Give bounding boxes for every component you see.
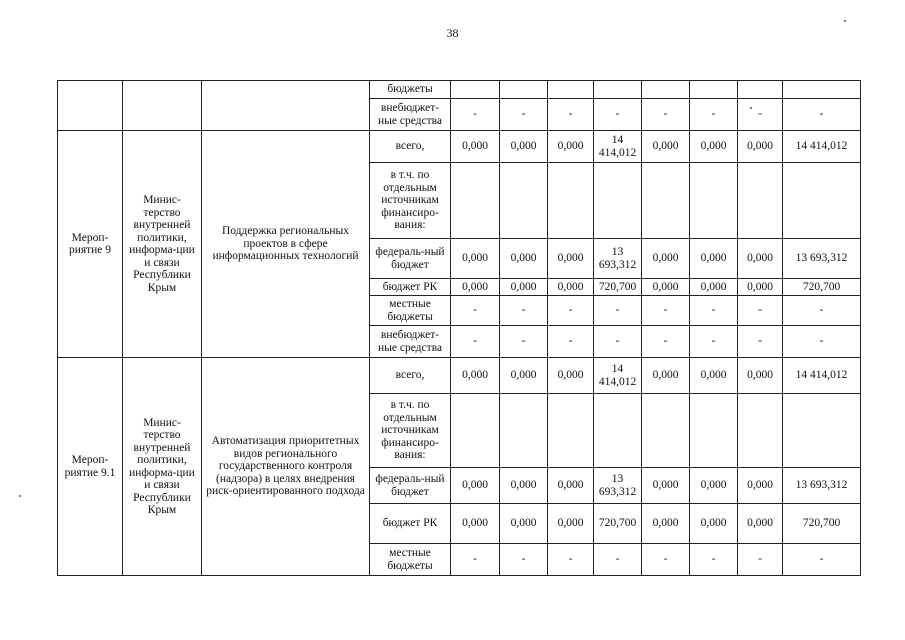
value-cell	[548, 163, 594, 239]
value-cell: 0,000	[451, 131, 500, 163]
value-cell	[451, 81, 500, 99]
value-cell	[783, 163, 861, 239]
source-cell: внебюджет-ные средства	[370, 326, 451, 358]
value-cell: 0,000	[690, 239, 738, 279]
value-cell	[738, 81, 783, 99]
value-cell: 0,000	[690, 358, 738, 394]
value-cell: 0,000	[548, 468, 594, 504]
source-cell: в т.ч. по отдельным источникам финансиро-вания:	[370, 163, 451, 239]
value-cell: -	[642, 544, 690, 576]
value-cell: -	[594, 326, 642, 358]
value-cell: 0,000	[690, 131, 738, 163]
value-cell: -	[642, 326, 690, 358]
budget-table-body	[58, 81, 861, 576]
value-cell: -	[451, 326, 500, 358]
value-cell: 0,000	[500, 504, 548, 544]
value-cell	[500, 81, 548, 99]
value-cell	[594, 394, 642, 468]
value-cell: -	[690, 326, 738, 358]
value-cell: -	[451, 99, 500, 131]
value-cell: -	[690, 544, 738, 576]
source-cell: всего,	[370, 131, 451, 163]
table-row	[58, 358, 861, 394]
value-cell: -	[500, 544, 548, 576]
value-cell: 0,000	[451, 504, 500, 544]
value-cell	[690, 163, 738, 239]
value-cell: -	[690, 99, 738, 131]
value-cell: -	[738, 296, 783, 326]
value-cell: -	[500, 99, 548, 131]
value-cell: 0,000	[738, 358, 783, 394]
source-cell: внебюджет-ные средства	[370, 99, 451, 131]
value-cell: 0,000	[451, 468, 500, 504]
measure-cell: Мероп-риятие 9.1	[58, 358, 123, 576]
measure-name-cell: Автоматизация приоритетных видов регионального государственного контроля (надзора) в целях внедрения риск-ориентированного подхода	[202, 358, 370, 576]
value-cell	[783, 394, 861, 468]
value-cell: 0,000	[738, 239, 783, 279]
value-cell	[642, 81, 690, 99]
value-cell: -	[500, 326, 548, 358]
source-cell: бюджеты	[370, 81, 451, 99]
value-cell	[594, 81, 642, 99]
value-cell: 0,000	[642, 239, 690, 279]
value-cell: -	[783, 326, 861, 358]
executor-cell: Минис-терство внутренней политики, информа-ции и связи Республики Крым	[123, 358, 202, 576]
value-cell: -	[594, 544, 642, 576]
source-cell: бюджет РК	[370, 504, 451, 544]
source-cell: местные бюджеты	[370, 296, 451, 326]
value-cell: -	[738, 99, 783, 131]
value-cell	[594, 163, 642, 239]
value-cell: 0,000	[548, 279, 594, 296]
value-cell: -	[738, 544, 783, 576]
measure-name-cell: Поддержка региональных проектов в сфере информационных технологий	[202, 131, 370, 358]
source-cell: местные бюджеты	[370, 544, 451, 576]
executor-cell: Минис-терство внутренней политики, информа-ции и связи Республики Крым	[123, 131, 202, 358]
value-cell: 0,000	[642, 468, 690, 504]
value-cell: -	[783, 296, 861, 326]
source-cell: бюджет РК	[370, 279, 451, 296]
value-cell: 720,700	[783, 504, 861, 544]
value-cell	[451, 163, 500, 239]
value-cell: -	[451, 544, 500, 576]
page-number: 38	[446, 26, 459, 40]
value-cell: 0,000	[500, 131, 548, 163]
value-cell	[500, 394, 548, 468]
value-cell: 0,000	[548, 239, 594, 279]
source-cell: всего,	[370, 358, 451, 394]
value-cell: -	[548, 296, 594, 326]
value-cell: 720,700	[594, 279, 642, 296]
value-cell: 0,000	[500, 468, 548, 504]
table-row	[58, 131, 861, 163]
measure-cell	[58, 81, 123, 131]
value-cell: 0,000	[548, 358, 594, 394]
value-cell: 0,000	[690, 279, 738, 296]
value-cell: 14 414,012	[594, 131, 642, 163]
value-cell: 0,000	[500, 279, 548, 296]
measure-cell: Мероп-риятие 9	[58, 131, 123, 358]
executor-cell	[123, 81, 202, 131]
value-cell: 13 693,312	[594, 468, 642, 504]
value-cell: 13 693,312	[783, 239, 861, 279]
table-row	[58, 81, 861, 99]
scan-speck	[19, 495, 21, 497]
value-cell: -	[548, 99, 594, 131]
value-cell: -	[451, 296, 500, 326]
value-cell: 13 693,312	[783, 468, 861, 504]
value-cell: 720,700	[783, 279, 861, 296]
value-cell	[451, 394, 500, 468]
value-cell	[690, 81, 738, 99]
value-cell: 0,000	[642, 358, 690, 394]
value-cell: 0,000	[451, 358, 500, 394]
scan-speck	[750, 107, 752, 109]
value-cell	[548, 394, 594, 468]
value-cell: 0,000	[451, 279, 500, 296]
scan-speck	[844, 20, 846, 22]
value-cell	[548, 81, 594, 99]
source-cell: федераль-ный бюджет	[370, 239, 451, 279]
value-cell: -	[594, 296, 642, 326]
value-cell: 0,000	[738, 468, 783, 504]
value-cell: -	[500, 296, 548, 326]
value-cell	[500, 163, 548, 239]
value-cell	[738, 163, 783, 239]
value-cell	[783, 81, 861, 99]
value-cell: 14 414,012	[783, 358, 861, 394]
value-cell: -	[548, 326, 594, 358]
value-cell: 0,000	[690, 468, 738, 504]
budget-table	[57, 80, 861, 576]
value-cell	[642, 163, 690, 239]
value-cell: -	[548, 544, 594, 576]
value-cell: 14 414,012	[783, 131, 861, 163]
value-cell: 0,000	[548, 504, 594, 544]
value-cell	[738, 394, 783, 468]
value-cell: 0,000	[642, 279, 690, 296]
value-cell: 0,000	[642, 504, 690, 544]
value-cell: -	[642, 296, 690, 326]
name-cell	[202, 81, 370, 131]
value-cell: 0,000	[738, 504, 783, 544]
value-cell: 720,700	[594, 504, 642, 544]
value-cell: -	[738, 326, 783, 358]
value-cell: 0,000	[500, 358, 548, 394]
value-cell: 0,000	[500, 239, 548, 279]
value-cell: 0,000	[690, 504, 738, 544]
value-cell	[642, 394, 690, 468]
source-cell: в т.ч. по отдельным источникам финансиро-вания:	[370, 394, 451, 468]
value-cell: -	[783, 99, 861, 131]
value-cell: 14 414,012	[594, 358, 642, 394]
value-cell: 0,000	[548, 131, 594, 163]
value-cell: 0,000	[642, 131, 690, 163]
value-cell: -	[783, 544, 861, 576]
value-cell: 0,000	[738, 131, 783, 163]
value-cell	[690, 394, 738, 468]
value-cell: -	[690, 296, 738, 326]
value-cell: 0,000	[738, 279, 783, 296]
value-cell: 0,000	[451, 239, 500, 279]
value-cell: -	[642, 99, 690, 131]
source-cell: федераль-ный бюджет	[370, 468, 451, 504]
value-cell: 13 693,312	[594, 239, 642, 279]
value-cell: -	[594, 99, 642, 131]
